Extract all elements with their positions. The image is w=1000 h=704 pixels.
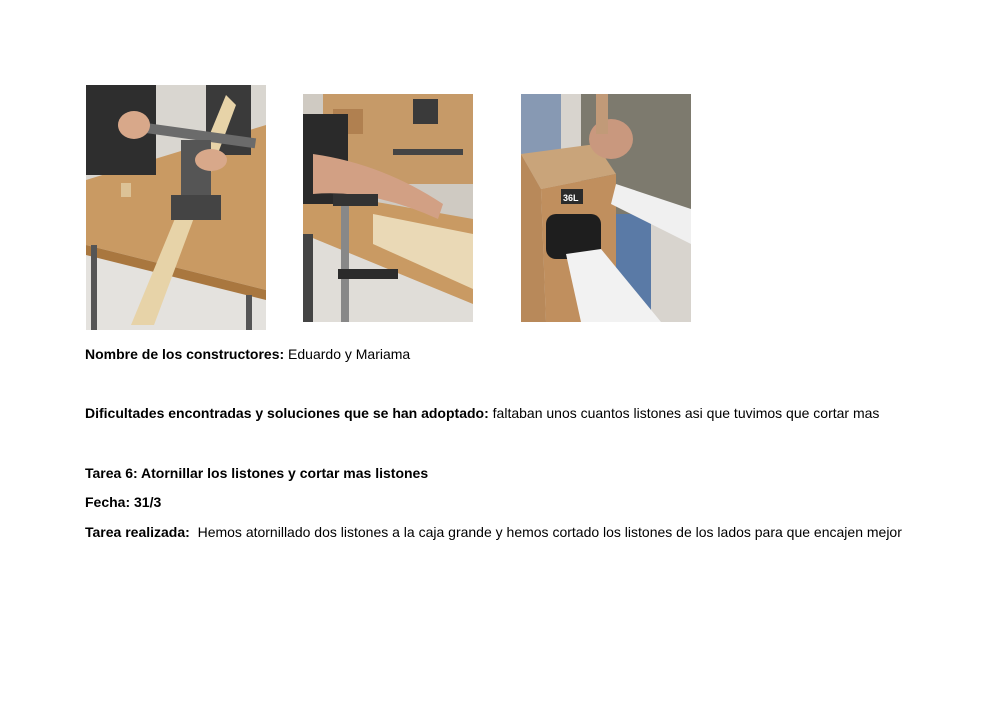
task-done-value: Hemos atornillado dos listones a la caja grande y hemos cortado los listones de los lados para que encajen mejor — [197, 524, 902, 540]
difficulties-line — [85, 404, 915, 423]
task-done-line — [85, 523, 915, 542]
difficulties-value: faltaban unos cuantos listones asi que tuvimos que cortar mas — [492, 405, 880, 421]
builders-value: Eduardo y Mariama — [288, 346, 411, 362]
photo-sawing-lath — [86, 85, 266, 330]
builders-line — [85, 345, 915, 364]
builders-label: Nombre de los constructores: — [85, 346, 285, 362]
photo-screwing-box — [521, 94, 691, 322]
box-size-label: 36L — [563, 193, 579, 203]
task-done-label: Tarea realizada: — [85, 524, 190, 540]
task-title: Tarea 6: Atornillar los listones y cortar mas listones — [85, 465, 429, 481]
photo-clamping-lath — [303, 94, 473, 322]
difficulties-label: Dificultades encontradas y soluciones que se han adoptado: — [85, 405, 489, 421]
task-date: Fecha: 31/3 — [85, 494, 162, 510]
